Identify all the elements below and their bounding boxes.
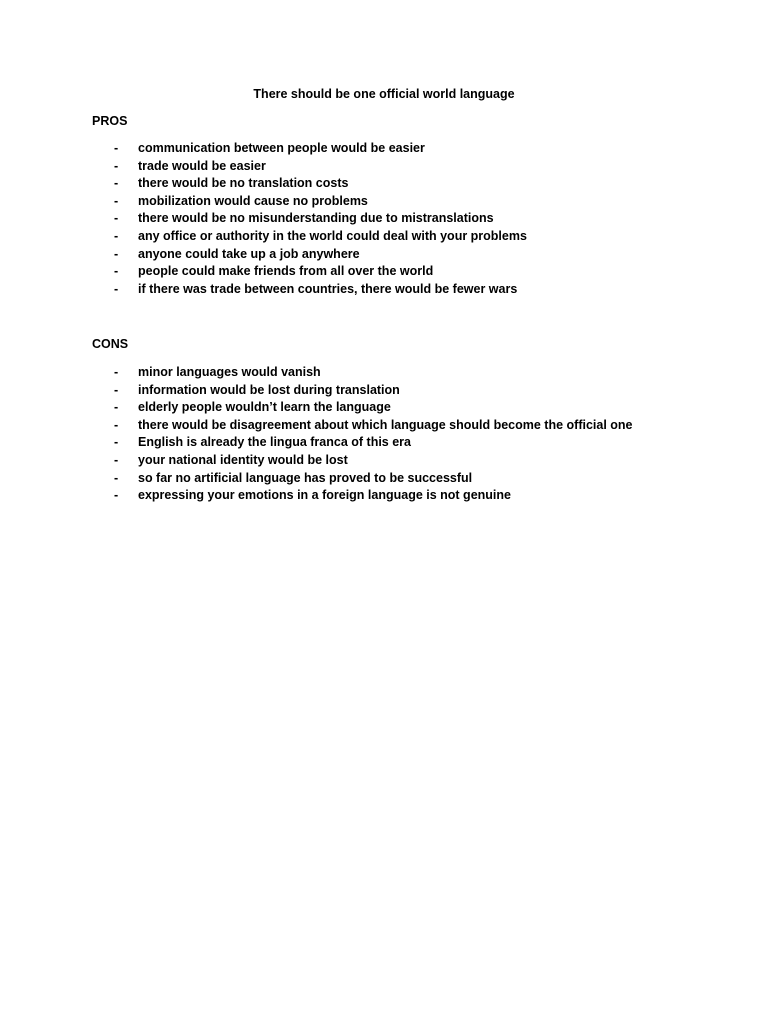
cons-item	[92, 452, 712, 470]
pros-item	[92, 281, 712, 299]
bullet-dash: -	[114, 158, 119, 173]
pros-heading: PROS	[92, 114, 128, 128]
pros-list	[92, 140, 712, 298]
cons-item-text: expressing your emotions in a foreign language is not genuine	[138, 488, 511, 503]
bullet-dash: -	[114, 281, 119, 296]
pros-item-text: if there was trade between countries, there would be fewer wars	[138, 281, 518, 296]
bullet-dash: -	[114, 365, 119, 379]
bullet-dash: -	[114, 488, 119, 503]
pros-item-text: anyone could take up a job anywhere	[138, 246, 360, 261]
bullet-dash: -	[114, 435, 119, 450]
pros-item	[92, 193, 712, 211]
pros-item-text: there would be no translation costs	[138, 176, 349, 191]
cons-item-text: so far no artificial language has proved to be successful	[138, 470, 473, 485]
bullet-dash: -	[114, 382, 119, 397]
cons-item-text: there would be disagreement about which language should become the official one	[138, 417, 633, 432]
cons-item	[92, 399, 712, 417]
cons-item-text: information would be lost during translation	[138, 382, 400, 397]
bullet-dash: -	[114, 417, 119, 432]
pros-item-text: mobilization would cause no problems	[138, 193, 368, 208]
cons-list	[92, 364, 712, 505]
pros-item	[92, 158, 712, 176]
pros-item-text: trade would be easier	[138, 158, 266, 173]
cons-item	[92, 470, 712, 488]
pros-item	[92, 228, 712, 246]
bullet-dash: -	[114, 211, 119, 226]
cons-item-text: minor languages would vanish	[138, 365, 321, 379]
cons-item	[92, 417, 712, 435]
pros-item	[92, 175, 712, 193]
pros-item-text: communication between people would be easier	[138, 141, 425, 155]
cons-item-text: English is already the lingua franca of this era	[138, 435, 411, 450]
pros-item	[92, 140, 712, 158]
bullet-dash: -	[114, 452, 119, 467]
cons-item	[92, 364, 712, 382]
bullet-dash: -	[114, 228, 119, 243]
bullet-dash: -	[114, 246, 119, 261]
bullet-dash: -	[114, 264, 119, 279]
document-title: There should be one official world language	[253, 87, 515, 101]
bullet-dash: -	[114, 141, 119, 155]
cons-item	[92, 434, 712, 452]
pros-item-text: people could make friends from all over the world	[138, 264, 434, 279]
pros-item	[92, 263, 712, 281]
cons-heading: CONS	[92, 337, 129, 351]
pros-item	[92, 210, 712, 228]
bullet-dash: -	[114, 176, 119, 191]
bullet-dash: -	[114, 193, 119, 208]
cons-item	[92, 382, 712, 400]
pros-item	[92, 246, 712, 264]
cons-item	[92, 487, 712, 505]
cons-item-text: your national identity would be lost	[138, 452, 348, 467]
cons-item-text: elderly people wouldn’t learn the language	[138, 400, 391, 415]
bullet-dash: -	[114, 400, 119, 415]
pros-item-text: there would be no misunderstanding due to mistranslations	[138, 211, 494, 226]
bullet-dash: -	[114, 470, 119, 485]
pros-item-text: any office or authority in the world could deal with your problems	[138, 228, 527, 243]
